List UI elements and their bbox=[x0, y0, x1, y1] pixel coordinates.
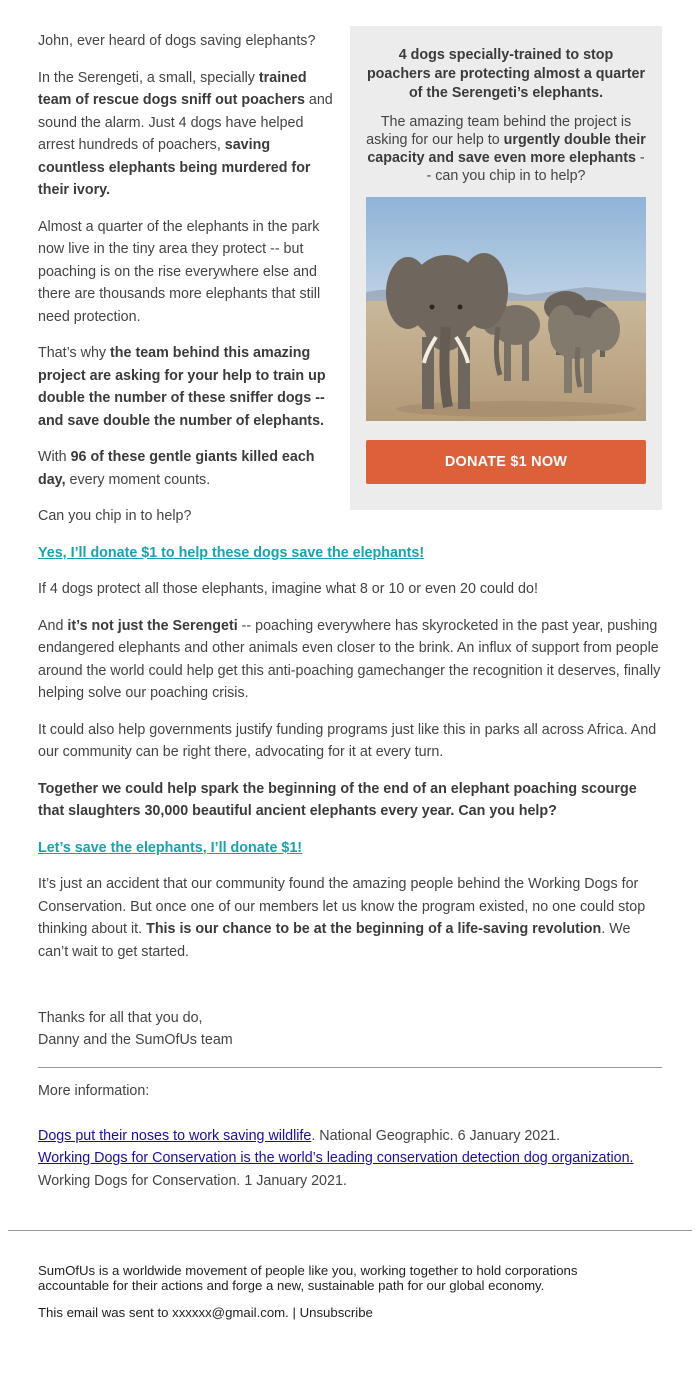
reference-link[interactable]: Working Dogs for Conservation is the world’s leading conservation detection dog organization. bbox=[38, 1150, 634, 1166]
reference-link[interactable]: Dogs put their noses to work saving wildlife bbox=[38, 1127, 312, 1144]
donate-link-1[interactable]: Yes, I’ll donate $1 to help these dogs save the elephants! bbox=[38, 544, 425, 561]
signoff bbox=[38, 1007, 662, 1051]
paragraph-3: That’s why the team behind this amazing project are asking for your help to train up double the number of these sniffer dogs -- and save double the number of elephants. bbox=[38, 345, 326, 429]
footer-divider bbox=[8, 1230, 692, 1231]
reference-item: Working Dogs for Conservation is the world’s leading conservation detection dog organization. Working Dogs for Conservation. 1 January 2021. bbox=[38, 1150, 634, 1189]
sidebar-headline: 4 dogs specially-trained to stop poachers are protecting almost a quarter of the Serengeti’s elephants. bbox=[366, 47, 646, 101]
intro-line: John, ever heard of dogs saving elephants? bbox=[38, 33, 316, 49]
paragraph-2: Almost a quarter of the elephants in the park now live in the tiny area they protect -- but poaching is on the rise everywhere else and there are thousands more elephants that still need protection. bbox=[38, 218, 321, 325]
paragraph-4: With 96 of these gentle giants killed each day, every moment counts. bbox=[38, 449, 315, 488]
paragraph-6: If 4 dogs protect all those elephants, imagine what 8 or 10 or even 20 could do! bbox=[38, 581, 538, 597]
paragraph-8: It could also help governments justify funding programs just like this in parks all across Africa. And our community can be right there, advocating for it at every turn. bbox=[38, 721, 657, 760]
footer bbox=[38, 1263, 638, 1332]
signoff-line-2: Danny and the SumOfUs team bbox=[38, 1032, 233, 1048]
paragraph-1: In the Serengeti, a small, specially trained team of rescue dogs sniff out poachers and sound the alarm. Just 4 dogs have helped arrest hundreds of poachers, saving countless elephants being murdered for their ivory. bbox=[38, 69, 333, 198]
divider bbox=[38, 1067, 662, 1068]
sidebar-subtext: The amazing team behind the project is asking for our help to urgently double their capacity and save even more elephants -- can you chip in to help? bbox=[366, 114, 646, 184]
reference-item: Dogs put their noses to work saving wildlife. National Geographic. 6 January 2021. bbox=[38, 1127, 561, 1144]
donation-sidebar bbox=[350, 26, 662, 510]
donate-link-2[interactable]: Let’s save the elephants, I’ll donate $1! bbox=[38, 839, 303, 856]
unsubscribe-link[interactable]: Unsubscribe bbox=[299, 1305, 373, 1320]
paragraph-9: Together we could help spark the beginning of the end of an elephant poaching scourge that slaughters 30,000 beautiful ancient elephants every year. Can you help? bbox=[38, 780, 637, 819]
footer-sent-to: This email was sent to xxxxxx@gmail.com. | Unsubscribe bbox=[38, 1305, 373, 1320]
donate-button[interactable]: DONATE $1 NOW bbox=[366, 440, 646, 484]
paragraph-7: And it’s not just the Serengeti -- poaching everywhere has skyrocketed in the past year, pushing endangered elephants and other animals even closer to the brink. An influx of support from people around the world could help get this anti-poaching gamechanger the recognition it deserves, finally helping solve our poaching crisis. bbox=[38, 617, 661, 701]
references bbox=[38, 1125, 662, 1193]
paragraph-5: Can you chip in to help? bbox=[38, 508, 192, 524]
footer-about: SumOfUs is a worldwide movement of people like you, working together to hold corporations accountable for their actions and forge a new, sustainable path for our global economy. bbox=[38, 1263, 578, 1293]
more-info-heading: More information: bbox=[38, 1083, 150, 1099]
paragraph-10: It’s just an accident that our community found the amazing people behind the Working Dogs for Conservation. But once one of our members let us know the program existed, no one could stop thinking about it. This is our chance to be at the beginning of a life-saving revolution. We can’t wait to get started. bbox=[38, 876, 646, 960]
email-body bbox=[38, 30, 662, 1192]
signoff-line-1: Thanks for all that you do, bbox=[38, 1010, 203, 1026]
elephant-herd-photo bbox=[366, 197, 646, 421]
